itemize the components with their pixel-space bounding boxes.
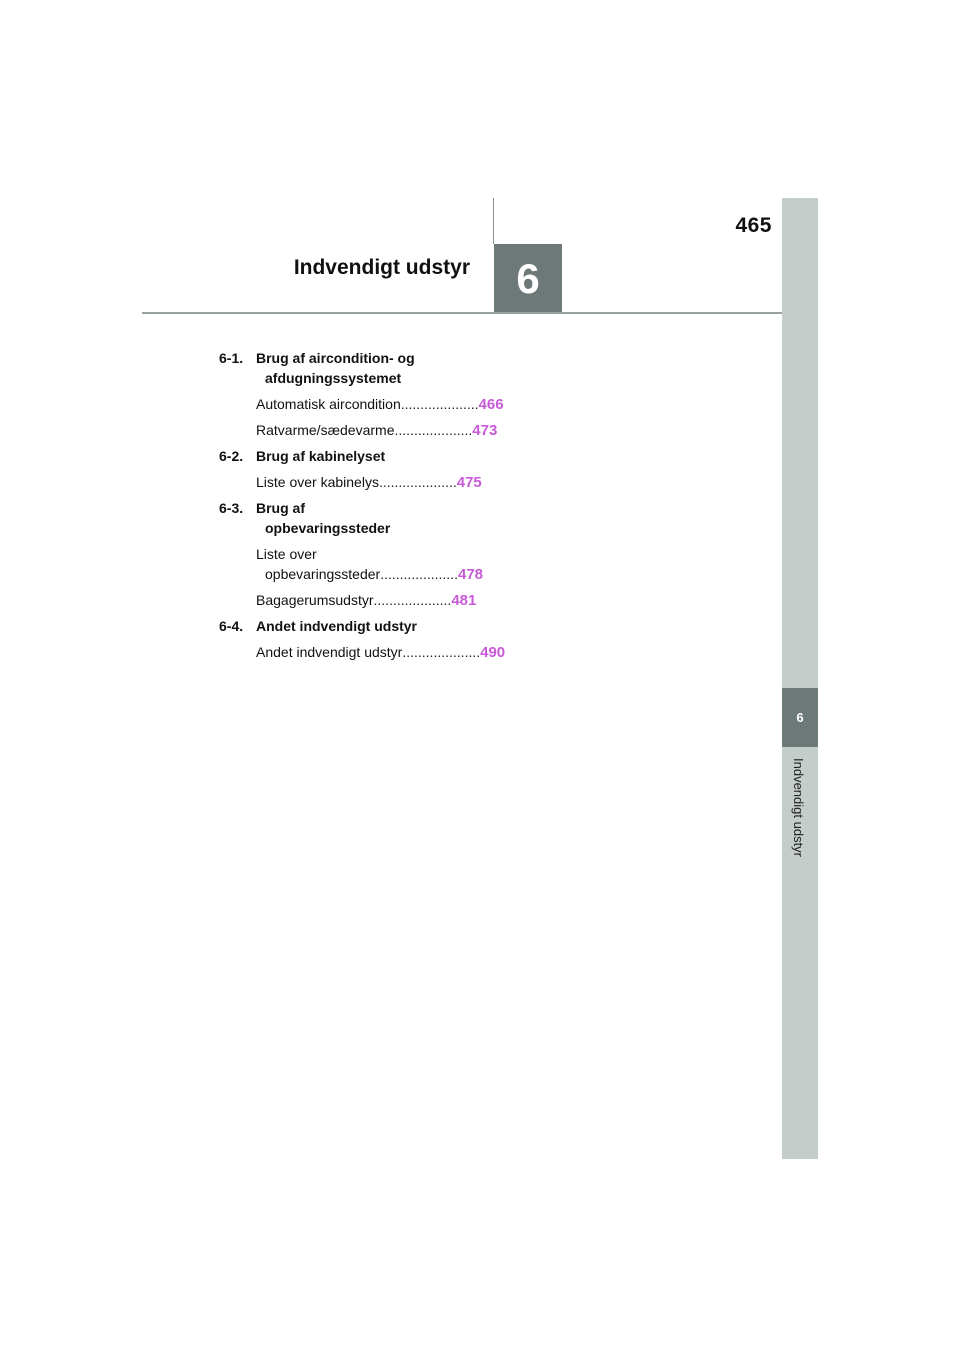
toc-section [219, 446, 469, 466]
toc-entry[interactable] [256, 472, 482, 493]
section-number: 6-2. [219, 448, 244, 464]
section-number: 6-4. [219, 618, 244, 634]
toc-entry[interactable] [256, 544, 484, 585]
header-rule [142, 312, 782, 314]
side-chapter-label: Indvendigt udstyr [791, 758, 806, 858]
header-vertical-divider [493, 198, 494, 244]
section-title: Brug af [256, 500, 305, 516]
section-title: Brug af kabinelyset [256, 448, 386, 464]
chapter-title: Indvendigt udstyr [293, 256, 470, 279]
toc-entry[interactable] [256, 590, 477, 611]
entry-label: Bagagerumsudstyr [256, 592, 374, 608]
dot-leader: .................... [394, 422, 473, 438]
side-bar [782, 198, 818, 1159]
section-number: 6-1. [219, 350, 244, 366]
section-title-continued: afdugningssystemet [265, 370, 402, 386]
page-link[interactable]: 478 [457, 566, 484, 583]
dot-leader: .................... [402, 644, 481, 660]
dot-leader: .................... [378, 474, 457, 490]
table-of-contents [219, 348, 506, 663]
entry-label: Liste over kabinelys [256, 474, 379, 490]
section-title-continued: opbevaringssteder [265, 520, 391, 536]
dot-leader: .................... [400, 396, 479, 412]
toc-section [219, 616, 469, 636]
dot-leader: .................... [373, 592, 452, 608]
toc-section [219, 498, 469, 538]
entry-label: Liste over [256, 546, 317, 562]
page-link[interactable]: 466 [478, 396, 504, 413]
page-link[interactable]: 475 [456, 474, 482, 491]
entry-label-continued: opbevaringssteder [265, 566, 381, 582]
entry-label: Ratvarme/sædevarme [256, 422, 395, 438]
section-title: Andet indvendigt udstyr [256, 618, 417, 634]
toc-entry[interactable] [256, 394, 504, 415]
page-link[interactable]: 481 [451, 592, 477, 609]
side-chapter-tab[interactable]: 6 [782, 688, 818, 747]
dot-leader: .................... [380, 566, 458, 582]
section-number: 6-3. [219, 500, 244, 516]
toc-entry[interactable] [256, 642, 506, 663]
toc-section [219, 348, 469, 388]
chapter-number-box: 6 [494, 244, 562, 313]
page-link[interactable]: 490 [480, 644, 506, 661]
entry-label: Automatisk aircondition [256, 396, 401, 412]
entry-label: Andet indvendigt udstyr [256, 644, 403, 660]
toc-entry[interactable] [256, 420, 498, 441]
page-link[interactable]: 473 [472, 422, 498, 439]
section-title: Brug af aircondition- og [256, 350, 415, 366]
page-number: 465 [735, 214, 772, 237]
